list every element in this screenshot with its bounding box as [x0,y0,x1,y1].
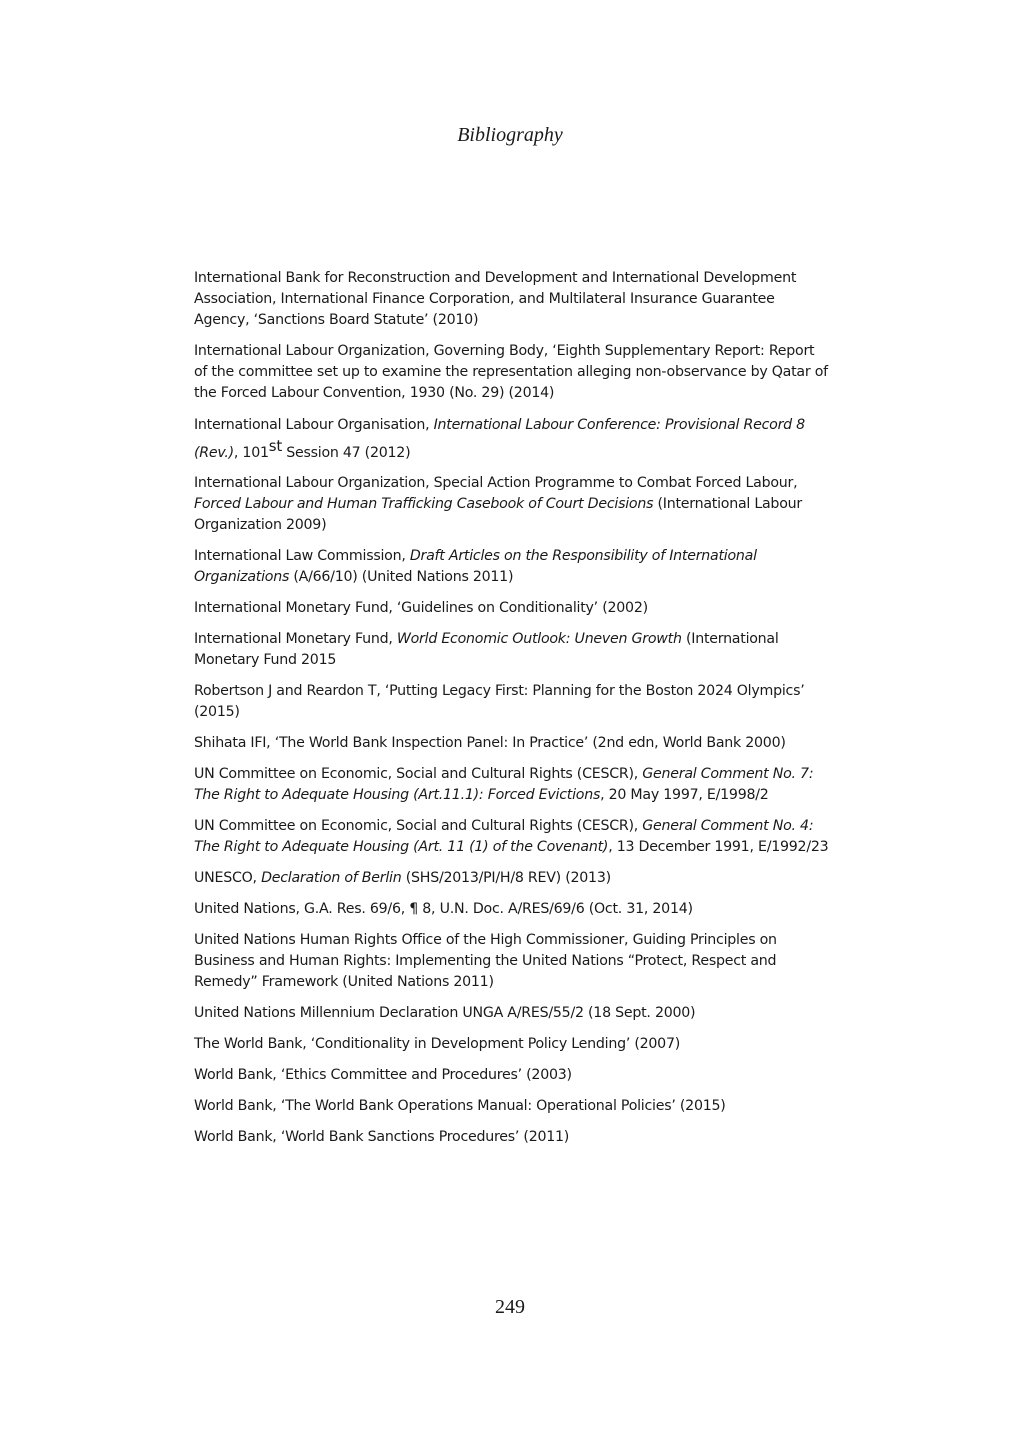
entry-text: International Law Commission, [194,548,410,564]
bibliography-entry [194,1003,830,1024]
entry-title: Draft Articles on the Responsibility of International Organizations [194,548,757,585]
entry-text: International Bank for Reconstruction and Development and International Development Association, International Finance Corporation, and Multilateral Insurance Guarantee Agency, ‘Sanctions Board Statute’ (2010) [194,270,797,328]
bibliography-entry [194,1127,830,1148]
bibliography-entry [194,546,830,588]
bibliography-entry [194,598,830,619]
running-head: Bibliography [457,124,563,146]
entry-text: United Nations Millennium Declaration UNGA A/RES/55/2 (18 Sept. 2000) [194,1005,696,1021]
entry-text: Session 47 (2012) [281,445,411,461]
entry-text: United Nations, G.A. Res. 69/6, ¶ 8, U.N. Doc. A/RES/69/6 (Oct. 31, 2014) [194,901,693,917]
entry-text: UNESCO, [194,870,262,886]
entry-text: World Bank, ‘World Bank Sanctions Procedures’ (2011) [194,1129,570,1145]
entry-text: International Monetary Fund, [194,631,397,647]
bibliography-entry [194,930,830,993]
bibliography-entry [194,764,830,806]
entry-title: General Comment No. 7: The Right to Adequate Housing (Art.11.1): Forced Evictions [194,766,814,803]
entry-text: UN Committee on Economic, Social and Cultural Rights (CESCR), [194,818,643,834]
entry-text: International Monetary Fund, ‘Guidelines on Conditionality’ (2002) [194,600,648,616]
entry-text: , 101 [233,445,269,461]
bibliography-entry [194,681,830,723]
bibliography-entry [194,268,830,331]
bibliography-entry [194,1065,830,1086]
entry-text: International Labour Organization, Special Action Programme to Combat Forced Labour, [194,475,798,491]
entry-title: World Economic Outlook: Uneven Growth [396,631,682,647]
bibliography-entry [194,899,830,920]
bibliography-entry [194,1096,830,1117]
entry-text: (A/66/10) (United Nations 2011) [289,569,514,585]
entry-text: World Bank, ‘Ethics Committee and Procedures’ (2003) [194,1067,572,1083]
entry-title: Forced Labour and Human Trafficking Casebook of Court Decisions [194,496,654,512]
entry-text: International Labour Organization, Governing Body, ‘Eighth Supplementary Report: Report of the committee set up to examine the representation alleging non-observance by Qatar of the Forced Labour Convention, 1930 (No. 29) (2014) [194,343,828,401]
entry-text: Robertson J and Reardon T, ‘Putting Legacy First: Planning for the Boston 2024 Olympics’ (2015) [194,683,805,720]
bibliography-entry [194,816,830,858]
bibliography-list [194,268,830,1158]
entry-title: Declaration of Berlin [261,870,402,886]
entry-text: (International Monetary Fund 2015 [194,631,779,668]
entry-text: , 20 May 1997, E/1998/2 [600,787,769,803]
entry-text: World Bank, ‘The World Bank Operations Manual: Operational Policies’ (2015) [194,1098,726,1114]
bibliography-entry [194,733,830,754]
bibliography-entry [194,868,830,889]
bibliography-entry [194,629,830,671]
bibliography-entry [194,1034,830,1055]
entry-text: The World Bank, ‘Conditionality in Development Policy Lending’ (2007) [194,1036,681,1052]
entry-text: United Nations Human Rights Office of the High Commissioner, Guiding Principles on Business and Human Rights: Implementing the United Nations “Protect, Respect and Remedy” Framework (United Nations 2011) [194,932,777,990]
entry-text: UN Committee on Economic, Social and Cultural Rights (CESCR), [194,766,643,782]
entry-title: International Labour Conference: Provisional Record 8 (Rev.) [194,417,805,461]
entry-text: (International Labour Organization 2009) [194,496,802,533]
bibliography-entry [194,341,830,404]
entry-text: International Labour Organisation, [194,417,434,433]
bibliography-entry [194,473,830,536]
entry-text: , 13 December 1991, E/1992/23 [608,839,829,855]
entry-text: (SHS/2013/PI/H/8 REV) (2013) [401,870,611,886]
entry-title: General Comment No. 4: The Right to Adequate Housing (Art. 11 (1) of the Covenant) [194,818,814,855]
ordinal-suffix: st [268,437,282,455]
bibliography-entry [194,411,830,467]
page-number: 249 [495,1296,525,1318]
entry-text: Shihata IFI, ‘The World Bank Inspection Panel: In Practice’ (2nd edn, World Bank 2000) [194,735,786,751]
